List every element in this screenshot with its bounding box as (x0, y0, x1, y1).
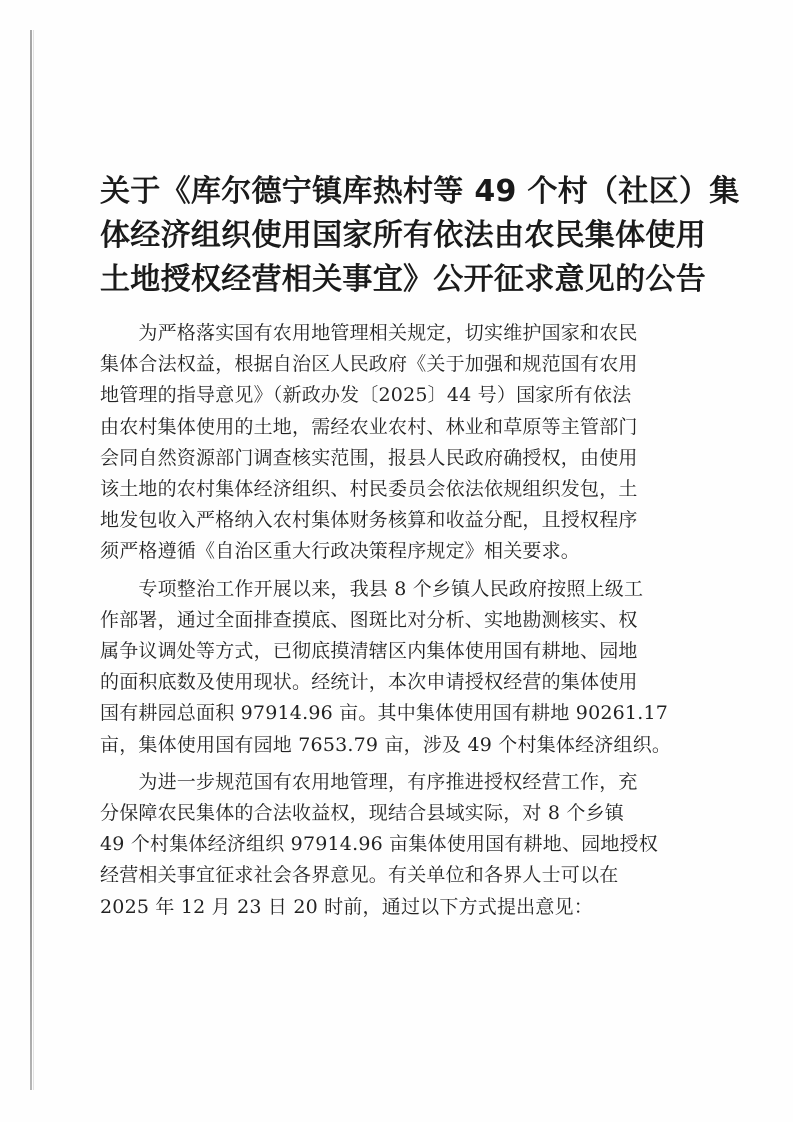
scan-binding-edge (30, 30, 32, 1090)
paragraph-line: 分保障农民集体的合法收益权，现结合县域实际，对 8 个乡镇 (100, 802, 624, 825)
paragraph-line: 作部署，通过全面排查摸底、图斑比对分析、实地勘测核实、权 (100, 608, 638, 631)
paragraph-line: 属争议调处等方式，已彻底摸清辖区内集体使用国有耕地、园地 (100, 640, 638, 663)
paragraph-line: 专项整治工作开展以来，我县 8 个乡镇人民政府按照上级工 (100, 577, 644, 600)
paragraph-statistics (100, 574, 700, 761)
paragraph-line: 的面积底数及使用现状。经统计，本次申请授权经营的集体使用 (100, 671, 638, 694)
paragraph-line: 会同自然资源部门调查核实范围，报县人民政府确授权，由使用 (100, 446, 638, 469)
paragraph-background (100, 318, 700, 568)
paragraph-line: 为严格落实国有农用地管理相关规定，切实维护国家和农民 (100, 322, 638, 344)
title-line-3: 土地授权经营相关事宜》公开征求意见的公告 (100, 262, 706, 297)
paragraph-line: 该土地的农村集体经济组织、村民委员会依法依规组织发包，土 (100, 478, 638, 501)
paragraph-line: 由农村集体使用的土地，需经农业农村、林业和草原等主管部门 (100, 415, 638, 438)
announcement-body (100, 318, 700, 923)
title-line-2: 体经济组织使用国家所有依法由农民集体使用 (100, 218, 706, 253)
paragraph-solicitation (100, 767, 700, 923)
paragraph-line: 须严格遵循《自治区重大行政决策程序规定》相关要求。 (100, 540, 581, 563)
paragraph-line: 49 个村集体经济组织 97914.96 亩集体使用国有耕地、园地授权 (100, 833, 658, 856)
paragraph-line: 为进一步规范国有农用地管理，有序推进授权经营工作，充 (100, 770, 638, 793)
paragraph-line: 地发包收入严格纳入农村集体财务核算和收益分配，且授权程序 (100, 509, 638, 532)
scan-binding-shadow (33, 30, 34, 1090)
paragraph-line: 集体合法权益，根据自治区人民政府《关于加强和规范国有农用 (100, 353, 638, 376)
paragraph-line: 地管理的指导意见》（新政办发〔2025〕44 号）国家所有依法 (100, 384, 632, 407)
paragraph-line: 2025 年 12 月 23 日 20 时前，通过以下方式提出意见： (100, 895, 593, 918)
paragraph-line: 国有耕园总面积 97914.96 亩。其中集体使用国有耕地 90261.17 (100, 702, 669, 725)
title-line-1: 关于《库尔德宁镇库热村等 49 个村（社区）集 (100, 174, 740, 209)
announcement-title (100, 170, 740, 302)
paragraph-line: 经营相关事宜征求社会各界意见。有关单位和各界人士可以在 (100, 864, 619, 887)
paragraph-line: 亩，集体使用国有园地 7653.79 亩，涉及 49 个村集体经济组织。 (100, 733, 672, 756)
